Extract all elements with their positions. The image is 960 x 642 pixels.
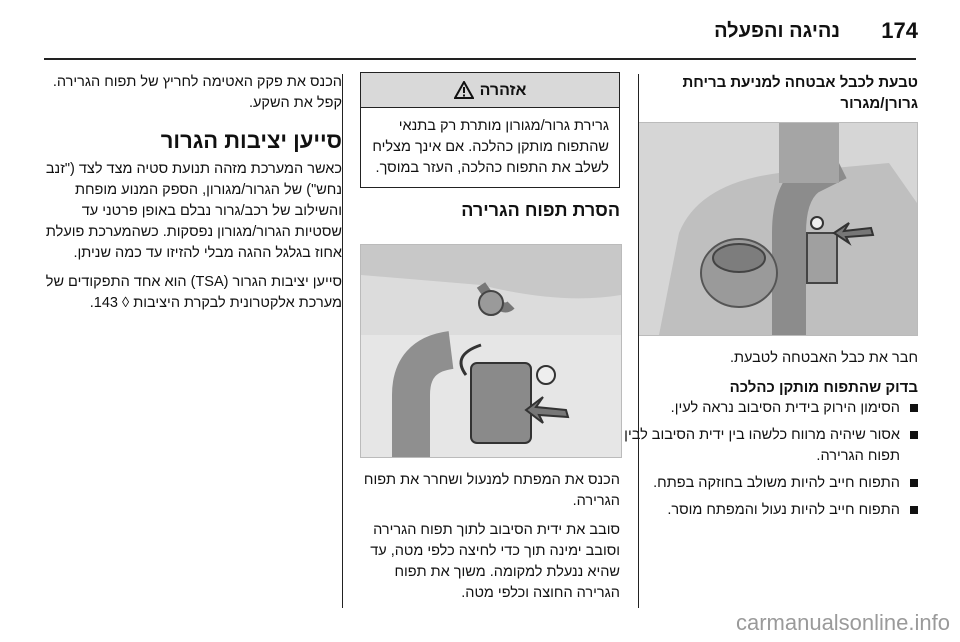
middle-column: [360, 72, 620, 229]
removal-heading: הסרת תפוח הגרירה: [461, 200, 620, 220]
list-item: התפוח חייב להיות נעול והמפתח מוסר.: [622, 500, 918, 521]
bullet-icon: [910, 404, 918, 412]
removal-para-1: הכנס את המפתח למנעול ושחרר את תפוח הגרירה.: [363, 472, 620, 509]
tsa-para-1: כאשר המערכת מזהה תנועת סטיה מצד לצד ("זנב נחש") של הגרור/מגורון, הספק המנוע מופחת והשילוב של רכב/גרור נבלם באופן פרטני עד שסטיות הגרור/מגורון נפסקות. כשהמערכת פועלת אחוז בגלגל ההגה מבלי להזיזו עד כמה שניתן.: [45, 161, 342, 261]
cable-caption: חבר את כבל האבטחה לטבעת.: [729, 350, 918, 366]
warning-triangle-icon: [454, 81, 474, 99]
list-item: הסימון הירוק בידית הסיבוב נראה לעין.: [622, 398, 918, 419]
intro-paragraph: הכנס את פקק האטימה לחריץ של תפוח הגרירה. קפל את השקע.: [52, 74, 342, 111]
warning-header: [361, 73, 619, 108]
section-title: נהיגה והפעלה: [714, 20, 840, 42]
right-column-lower: [622, 348, 918, 527]
warning-text: גרירת גרור/מגורון מותרת רק בתנאי שהתפוח מותקן כהלכה. אם אינך מצליח לשלב את התפוח כהלכה, העזר במוסך.: [372, 118, 609, 176]
list-item: אסור שיהיה מרווח כלשהו בין ידית הסיבוב לבין תפוח הגרירה.: [622, 425, 918, 467]
middle-column-lower: [360, 470, 620, 612]
cable-eye-illustration: [639, 123, 917, 335]
column-divider: [638, 74, 639, 608]
warning-title: אזהרה: [479, 81, 527, 99]
tsa-heading: סייען יציבות הגרור: [160, 128, 342, 153]
page-header: [0, 0, 960, 58]
right-column: [622, 72, 918, 114]
removal-para-2: סובב את ידית הסיבוב לתוך תפוח הגרירה וסובב ימינה תוך כדי לחיצה כלפי מטה, עד שהיא ננעלת למקומה. משוך את תפוח הגרירה החוצה וכלפי מטה.: [370, 522, 620, 601]
check-list: [622, 398, 918, 521]
removal-figure: [360, 244, 622, 458]
towing-eye-figure: [638, 122, 918, 336]
warning-box: [360, 72, 620, 188]
check-heading: בדוק שהתפוח מותקן כהלכה: [729, 379, 918, 396]
tsa-para-2: סייען יציבות הגרור (TSA) הוא אחד התפקודים של מערכת אלקטרונית לבקרת היציבות ◊ 143.: [45, 274, 342, 311]
bullet-icon: [910, 431, 918, 439]
header-rule: [44, 58, 916, 60]
left-column: [44, 72, 342, 322]
page-number: 174: [881, 18, 918, 43]
ball-removal-illustration: [361, 245, 621, 457]
bullet-icon: [910, 479, 918, 487]
column-divider: [342, 74, 343, 608]
bullet-icon: [910, 506, 918, 514]
towing-eye-heading: טבעת לכבל אבטחה למניעת בריחת גרורן/מגרור: [682, 74, 918, 112]
list-item: התפוח חייב להיות משולב בחוזקה בפתח.: [622, 473, 918, 494]
watermark: carmanualsonline.info: [735, 610, 950, 635]
